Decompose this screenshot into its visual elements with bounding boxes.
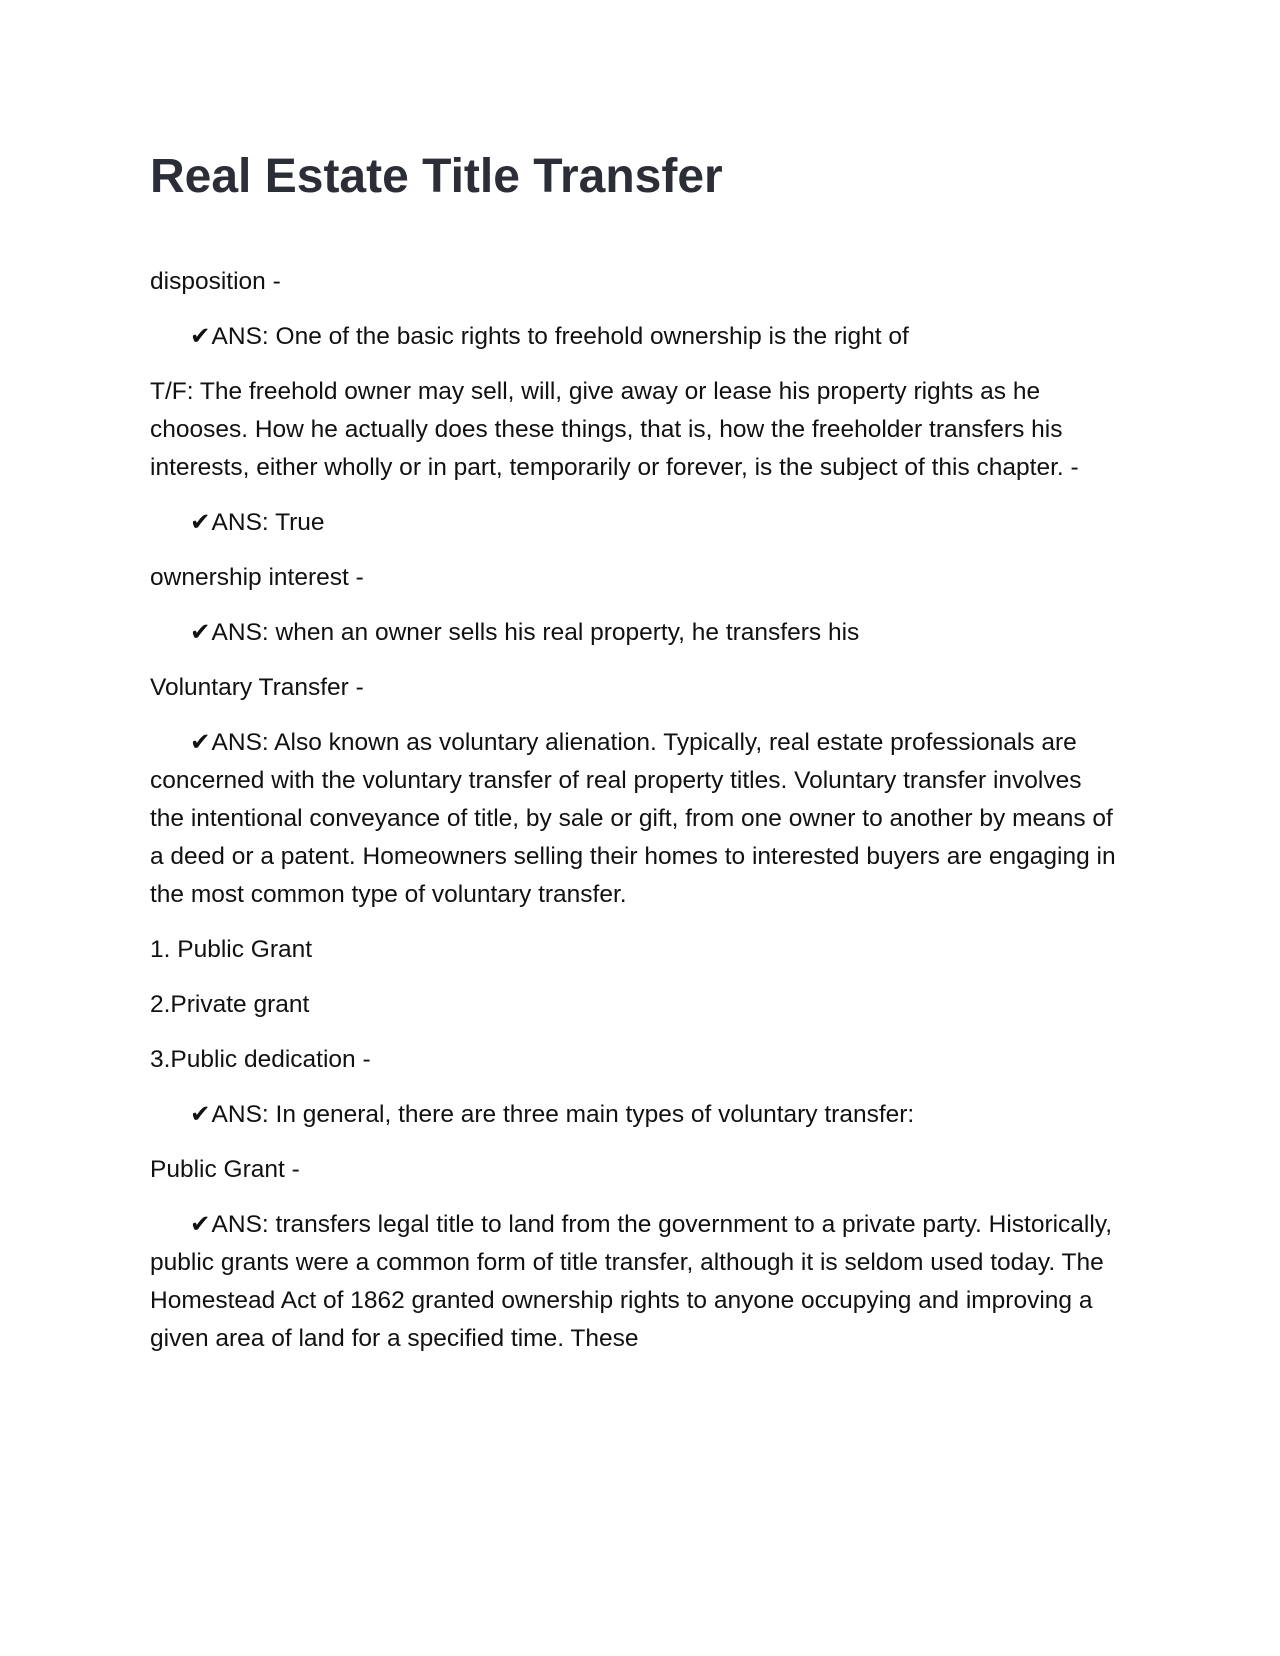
list-item	[150, 931, 1120, 969]
question-text: ownership interest -	[150, 564, 364, 591]
question-text: 3.Public dedication -	[150, 1046, 371, 1073]
question-text: 1. Public Grant	[150, 936, 313, 963]
answer-paragraph	[150, 1096, 1120, 1134]
check-mark-icon: ✔	[190, 1211, 211, 1238]
check-mark-icon: ✔	[190, 1101, 211, 1128]
check-mark-icon: ✔	[190, 323, 211, 350]
answer-text: ANS: One of the basic rights to freehold ownership is the right of	[211, 323, 909, 350]
question-text: T/F: The freehold owner may sell, will, give away or lease his property rights as he chooses. How he actually does these things, that is, how the freeholder transfers his interests, either wholly or in part, temporarily or forever, is the subject of this chapter. -	[150, 378, 1079, 481]
answer-paragraph	[150, 614, 1120, 652]
question-paragraph	[150, 373, 1120, 487]
answer-text: ANS: Also known as voluntary alienation. Typically, real estate professionals are concerned with the voluntary transfer of real property titles. Voluntary transfer involves the intentional conveyance of title, by sale or gift, from one owner to another by means of a deed or a patent. Homeowners selling their homes to interested buyers are engaging in the most common type of voluntary transfer.	[150, 729, 1116, 908]
question-paragraph	[150, 559, 1120, 597]
question-paragraph	[150, 1151, 1120, 1189]
document-body	[150, 263, 1120, 1375]
document-title: Real Estate Title Transfer	[150, 150, 723, 203]
list-item	[150, 986, 1120, 1024]
answer-text: ANS: when an owner sells his real property, he transfers his	[211, 619, 860, 646]
answer-paragraph	[150, 318, 1120, 356]
question-text: Public Grant -	[150, 1156, 300, 1183]
check-mark-icon: ✔	[190, 619, 211, 646]
question-text: disposition -	[150, 268, 281, 295]
question-paragraph	[150, 669, 1120, 707]
answer-text: ANS: True	[211, 509, 325, 536]
check-mark-icon: ✔	[190, 509, 211, 536]
answer-text: ANS: In general, there are three main types of voluntary transfer:	[211, 1101, 915, 1128]
question-text: 2.Private grant	[150, 991, 310, 1018]
check-mark-icon: ✔	[190, 729, 211, 756]
list-item	[150, 1041, 1120, 1079]
answer-paragraph	[150, 504, 1120, 542]
answer-paragraph	[150, 1206, 1120, 1358]
question-paragraph	[150, 263, 1120, 301]
answer-paragraph	[150, 724, 1120, 914]
answer-text: ANS: transfers legal title to land from the government to a private party. Historically, public grants were a common form of title transfer, although it is seldom used today. The Homestead Act of 1862 granted ownership rights to anyone occupying and improving a given area of land for a specified time. These	[150, 1211, 1113, 1352]
question-text: Voluntary Transfer -	[150, 674, 364, 701]
